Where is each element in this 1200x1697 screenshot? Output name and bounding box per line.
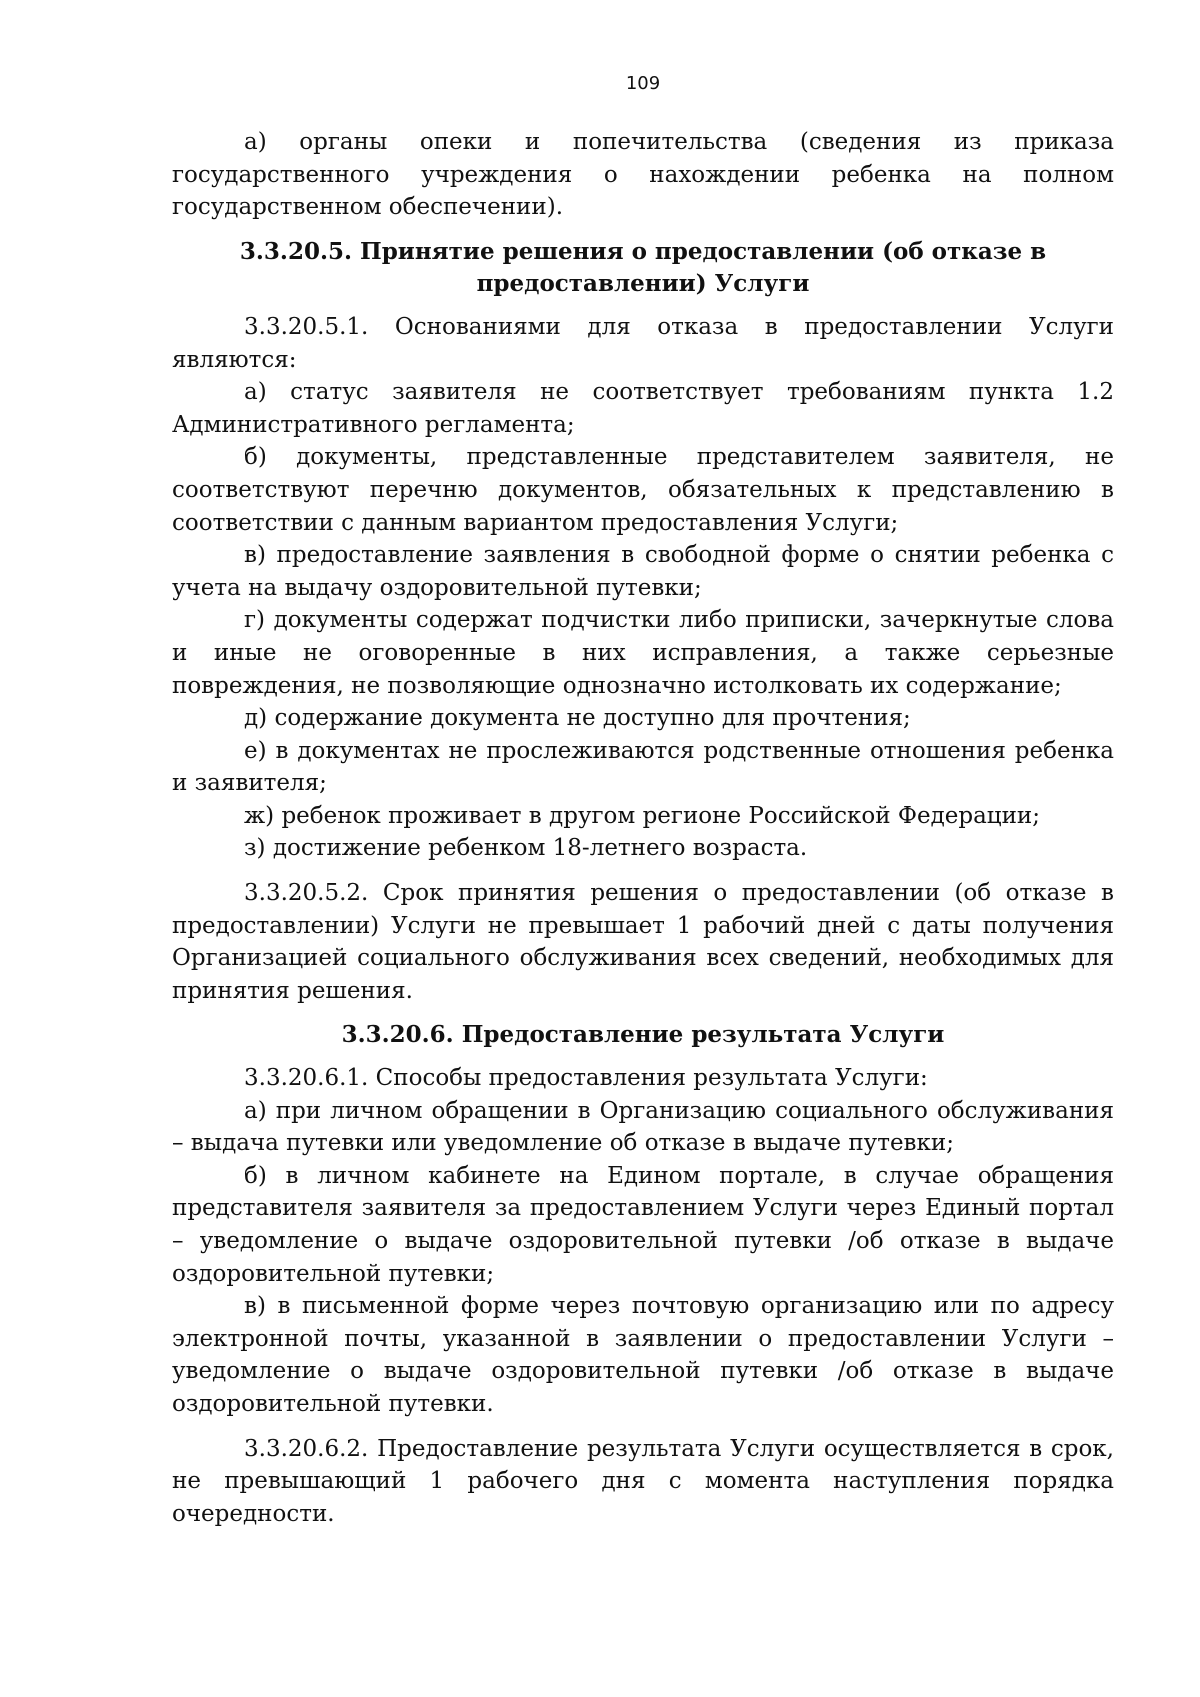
result-item-b: б) в личном кабинете на Едином портале, в случае обращения представителя заявителя за предоставлением Услуги через Единый портал – уведомление о выдаче оздоровительной путевки /об отказе в выдаче оздоровительной путевки; [172,1162,1114,1287]
result-item-a: а) при личном обращении в Организацию социального обслуживания – выдача путевки или уведомление об отказе в выдаче путевки; [172,1097,1114,1157]
section-heading-3-3-20-5 [172,236,1114,301]
list-item-d: д) содержание документа не доступно для прочтения; [244,705,911,732]
heading-line: предоставлении) Услуги [476,270,810,298]
document-body [172,126,1114,1530]
page-number: 109 [625,73,661,94]
heading-line: 3.3.20.5. Принятие решения о предоставлении (об отказе в [239,237,1047,265]
result-item-v: в) в письменной форме через почтовую организацию или по адресу электронной почты, указанной в заявлении о предоставлении Услуги – уведомление о выдаче оздоровительной путевки /об отказе в выдаче оздоровительной путевки. [172,1293,1114,1417]
paragraph-refusal-grounds-intro: 3.3.20.5.1. Основаниями для отказа в предоставлении Услуги являются: [172,313,1114,373]
heading-line: 3.3.20.6. Предоставление результата Услуги [341,1021,945,1049]
paragraph-result-methods-intro: 3.3.20.6.1. Способы предоставления результата Услуги: [244,1065,928,1092]
paragraph-guardianship: а) органы опеки и попечительства (сведения из приказа государственного учреждения о нахождении ребенка на полном государственном обеспечении). [172,129,1114,221]
list-item-v: в) предоставление заявления в свободной форме о снятии ребенка с учета на выдачу оздоровительной путевки; [172,542,1114,601]
list-item-z: з) достижение ребенком 18-летнего возраста. [244,835,808,862]
section-heading-3-3-20-6 [172,1019,1114,1052]
list-item-e: е) в документах не прослеживаются родственные отношения ребенка и заявителя; [172,737,1114,797]
list-item-b: б) документы, представленные представителем заявителя, не соответствуют перечню документов, обязательных к представлению в соответствии с данным вариантом предоставления Услуги; [172,444,1114,536]
list-item-zh: ж) ребенок проживает в другом регионе Российской Федерации; [244,802,1040,829]
paragraph-result-term: 3.3.20.6.2. Предоставление результата Услуги осуществляется в срок, не превышающий 1 рабочего дня с момента наступления порядка очередности. [172,1435,1114,1527]
list-item-g: г) документы содержат подчистки либо приписки, зачеркнутые слова и иные не оговоренные в них исправления, а также серьезные повреждения, не позволяющие однозначно истолковать их содержание; [172,607,1114,699]
list-item-a: а) статус заявителя не соответствует требованиям пункта 1.2 Административного регламента; [172,379,1114,438]
paragraph-decision-term: 3.3.20.5.2. Срок принятия решения о предоставлении (об отказе в предоставлении) Услуги не превышает 1 рабочий дней с даты получения Организацией социального обслуживания всех сведений, необходимых для принятия решения. [172,880,1114,1004]
